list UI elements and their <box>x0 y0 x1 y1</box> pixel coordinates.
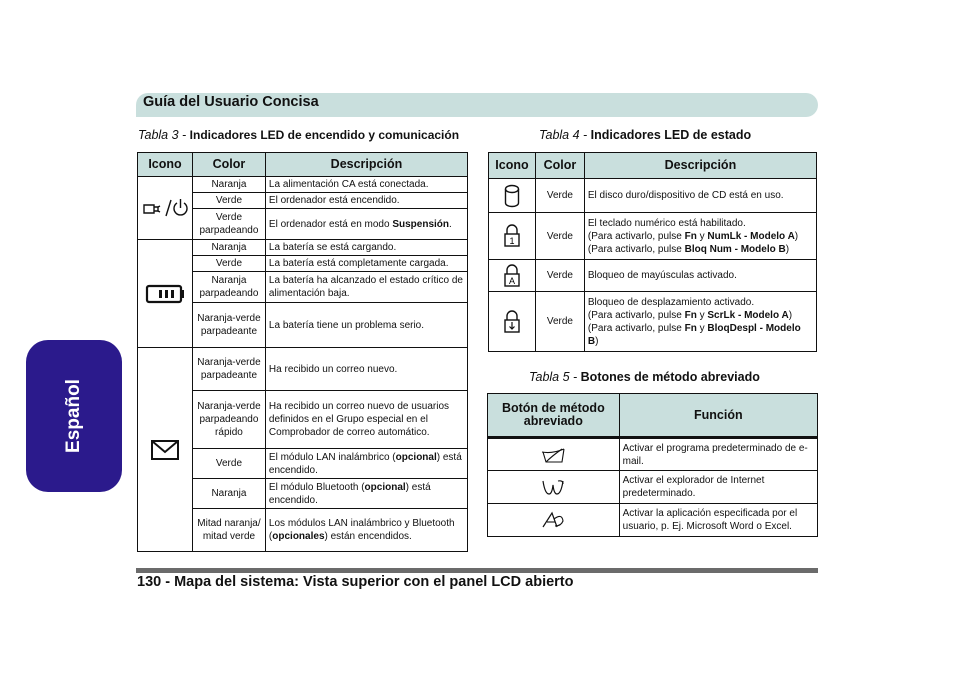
table3-row-color: Verde <box>192 256 265 272</box>
hard-disk-icon <box>489 179 536 213</box>
table3-row-color: Naranja-verde parpadeante <box>192 348 265 391</box>
table3-row-desc: Los módulos LAN inalámbrico y Bluetooth (opcionales) están encendidos. <box>265 509 467 552</box>
table4-header-icon: Icono <box>489 153 536 179</box>
table3-row-desc: La batería tiene un problema serio. <box>265 303 467 348</box>
table3-caption <box>138 128 459 142</box>
table3-row-desc: El ordenador está en modo Suspensión. <box>265 209 467 240</box>
svg-text:A: A <box>508 275 515 286</box>
email-shortcut-icon <box>488 438 620 471</box>
browser-shortcut-icon <box>488 471 620 504</box>
table3-row-desc: La batería ha alcanzado el estado crítico de alimentación baja. <box>265 272 467 303</box>
table4-row-desc: El disco duro/dispositivo de CD está en uso. <box>584 179 816 213</box>
page-number: 130 - <box>137 574 175 590</box>
table5-header-function: Función <box>619 394 817 438</box>
table5-header-button: Botón de método abreviado <box>488 394 620 438</box>
table5-row-desc: Activar el programa predeterminado de e-mail. <box>619 438 817 471</box>
table3-caption-title: Indicadores LED de encendido y comunicación <box>189 128 460 142</box>
table3-row-color: Naranja <box>192 177 265 193</box>
table3-row-desc: El módulo LAN inalámbrico (opcional) está encendido. <box>265 449 467 479</box>
table4-header-color: Color <box>535 153 584 179</box>
language-side-label: Español <box>63 379 84 453</box>
table4-row-desc: Bloqueo de mayúsculas activado. <box>584 260 816 292</box>
table4-row-desc: Bloqueo de desplazamiento activado. (Para activarlo, pulse Fn y ScrLk - Modelo A) (Para activarlo, pulse Fn y BloqDespl - Modelo B) <box>584 292 816 352</box>
table3-row-color: Naranja <box>192 240 265 256</box>
table3-header-icon: Icono <box>138 153 193 177</box>
table4-row-color: Verde <box>535 292 584 352</box>
table3-row-color: Naranja parpadeando <box>192 272 265 303</box>
battery-icon <box>138 240 193 348</box>
table4-row-color: Verde <box>535 179 584 213</box>
table3-caption-prefix: Tabla 3 - <box>138 128 190 142</box>
power-plug-icon <box>138 177 193 240</box>
table3-row-desc: La batería se está cargando. <box>265 240 467 256</box>
num-lock-icon <box>489 213 536 260</box>
table3-row-color: Verde <box>192 193 265 209</box>
section-title: Mapa del sistema: Vista superior con el panel LCD abierto <box>174 574 574 590</box>
table3-header-desc: Descripción <box>265 153 467 177</box>
table3-row-color: Naranja-verde parpadeando rápido <box>192 391 265 449</box>
table3-row-desc: El módulo Bluetooth (opcional) está encendido. <box>265 479 467 509</box>
table3-row-color: Naranja <box>192 479 265 509</box>
table4-caption-title: Indicadores LED de estado <box>590 128 752 142</box>
svg-text:1: 1 <box>509 236 515 246</box>
table4-caption-prefix: Tabla 4 - <box>539 128 591 142</box>
table3 <box>137 152 468 552</box>
table3-row-desc: La alimentación CA está conectada. <box>265 177 467 193</box>
table3-row-desc: El ordenador está encendido. <box>265 193 467 209</box>
table3-row-color: Verde parpadeando <box>192 209 265 240</box>
footer-divider <box>136 568 818 573</box>
table5-row-desc: Activar el explorador de Internet predeterminado. <box>619 471 817 504</box>
table5-caption-title: Botones de método abreviado <box>580 370 760 384</box>
table4-row-color: Verde <box>535 260 584 292</box>
table3-row-color: Verde <box>192 449 265 479</box>
table4-caption <box>539 128 751 142</box>
table4-row-desc: El teclado numérico está habilitado. (Para activarlo, pulse Fn y NumLk - Modelo A) (Para activarlo, pulse Bloq Num - Modelo B) <box>584 213 816 260</box>
table5-row-desc: Activar la aplicación especificada por el usuario, p. Ej. Microsoft Word o Excel. <box>619 504 817 537</box>
scroll-lock-icon <box>489 292 536 352</box>
page-header-title: Guía del Usuario Concisa <box>143 94 319 110</box>
table3-row-desc: Ha recibido un correo nuevo de usuarios definidos en el Grupo especial en el Comprobador de correo automático. <box>265 391 467 449</box>
table4 <box>488 152 817 352</box>
table3-row-color: Mitad naranja/ mitad verde <box>192 509 265 552</box>
caps-lock-icon <box>489 260 536 292</box>
table3-row-color: Naranja-verde parpadeante <box>192 303 265 348</box>
footer-title <box>137 574 574 590</box>
application-shortcut-icon <box>488 504 620 537</box>
table4-row-color: Verde <box>535 213 584 260</box>
mail-icon <box>138 348 193 552</box>
table3-row-desc: Ha recibido un correo nuevo. <box>265 348 467 391</box>
table3-header-color: Color <box>192 153 265 177</box>
table4-header-desc: Descripción <box>584 153 816 179</box>
table3-row-desc: La batería está completamente cargada. <box>265 256 467 272</box>
table5-caption-prefix: Tabla 5 - <box>529 370 581 384</box>
table5-caption <box>529 370 760 384</box>
table5 <box>487 393 818 537</box>
